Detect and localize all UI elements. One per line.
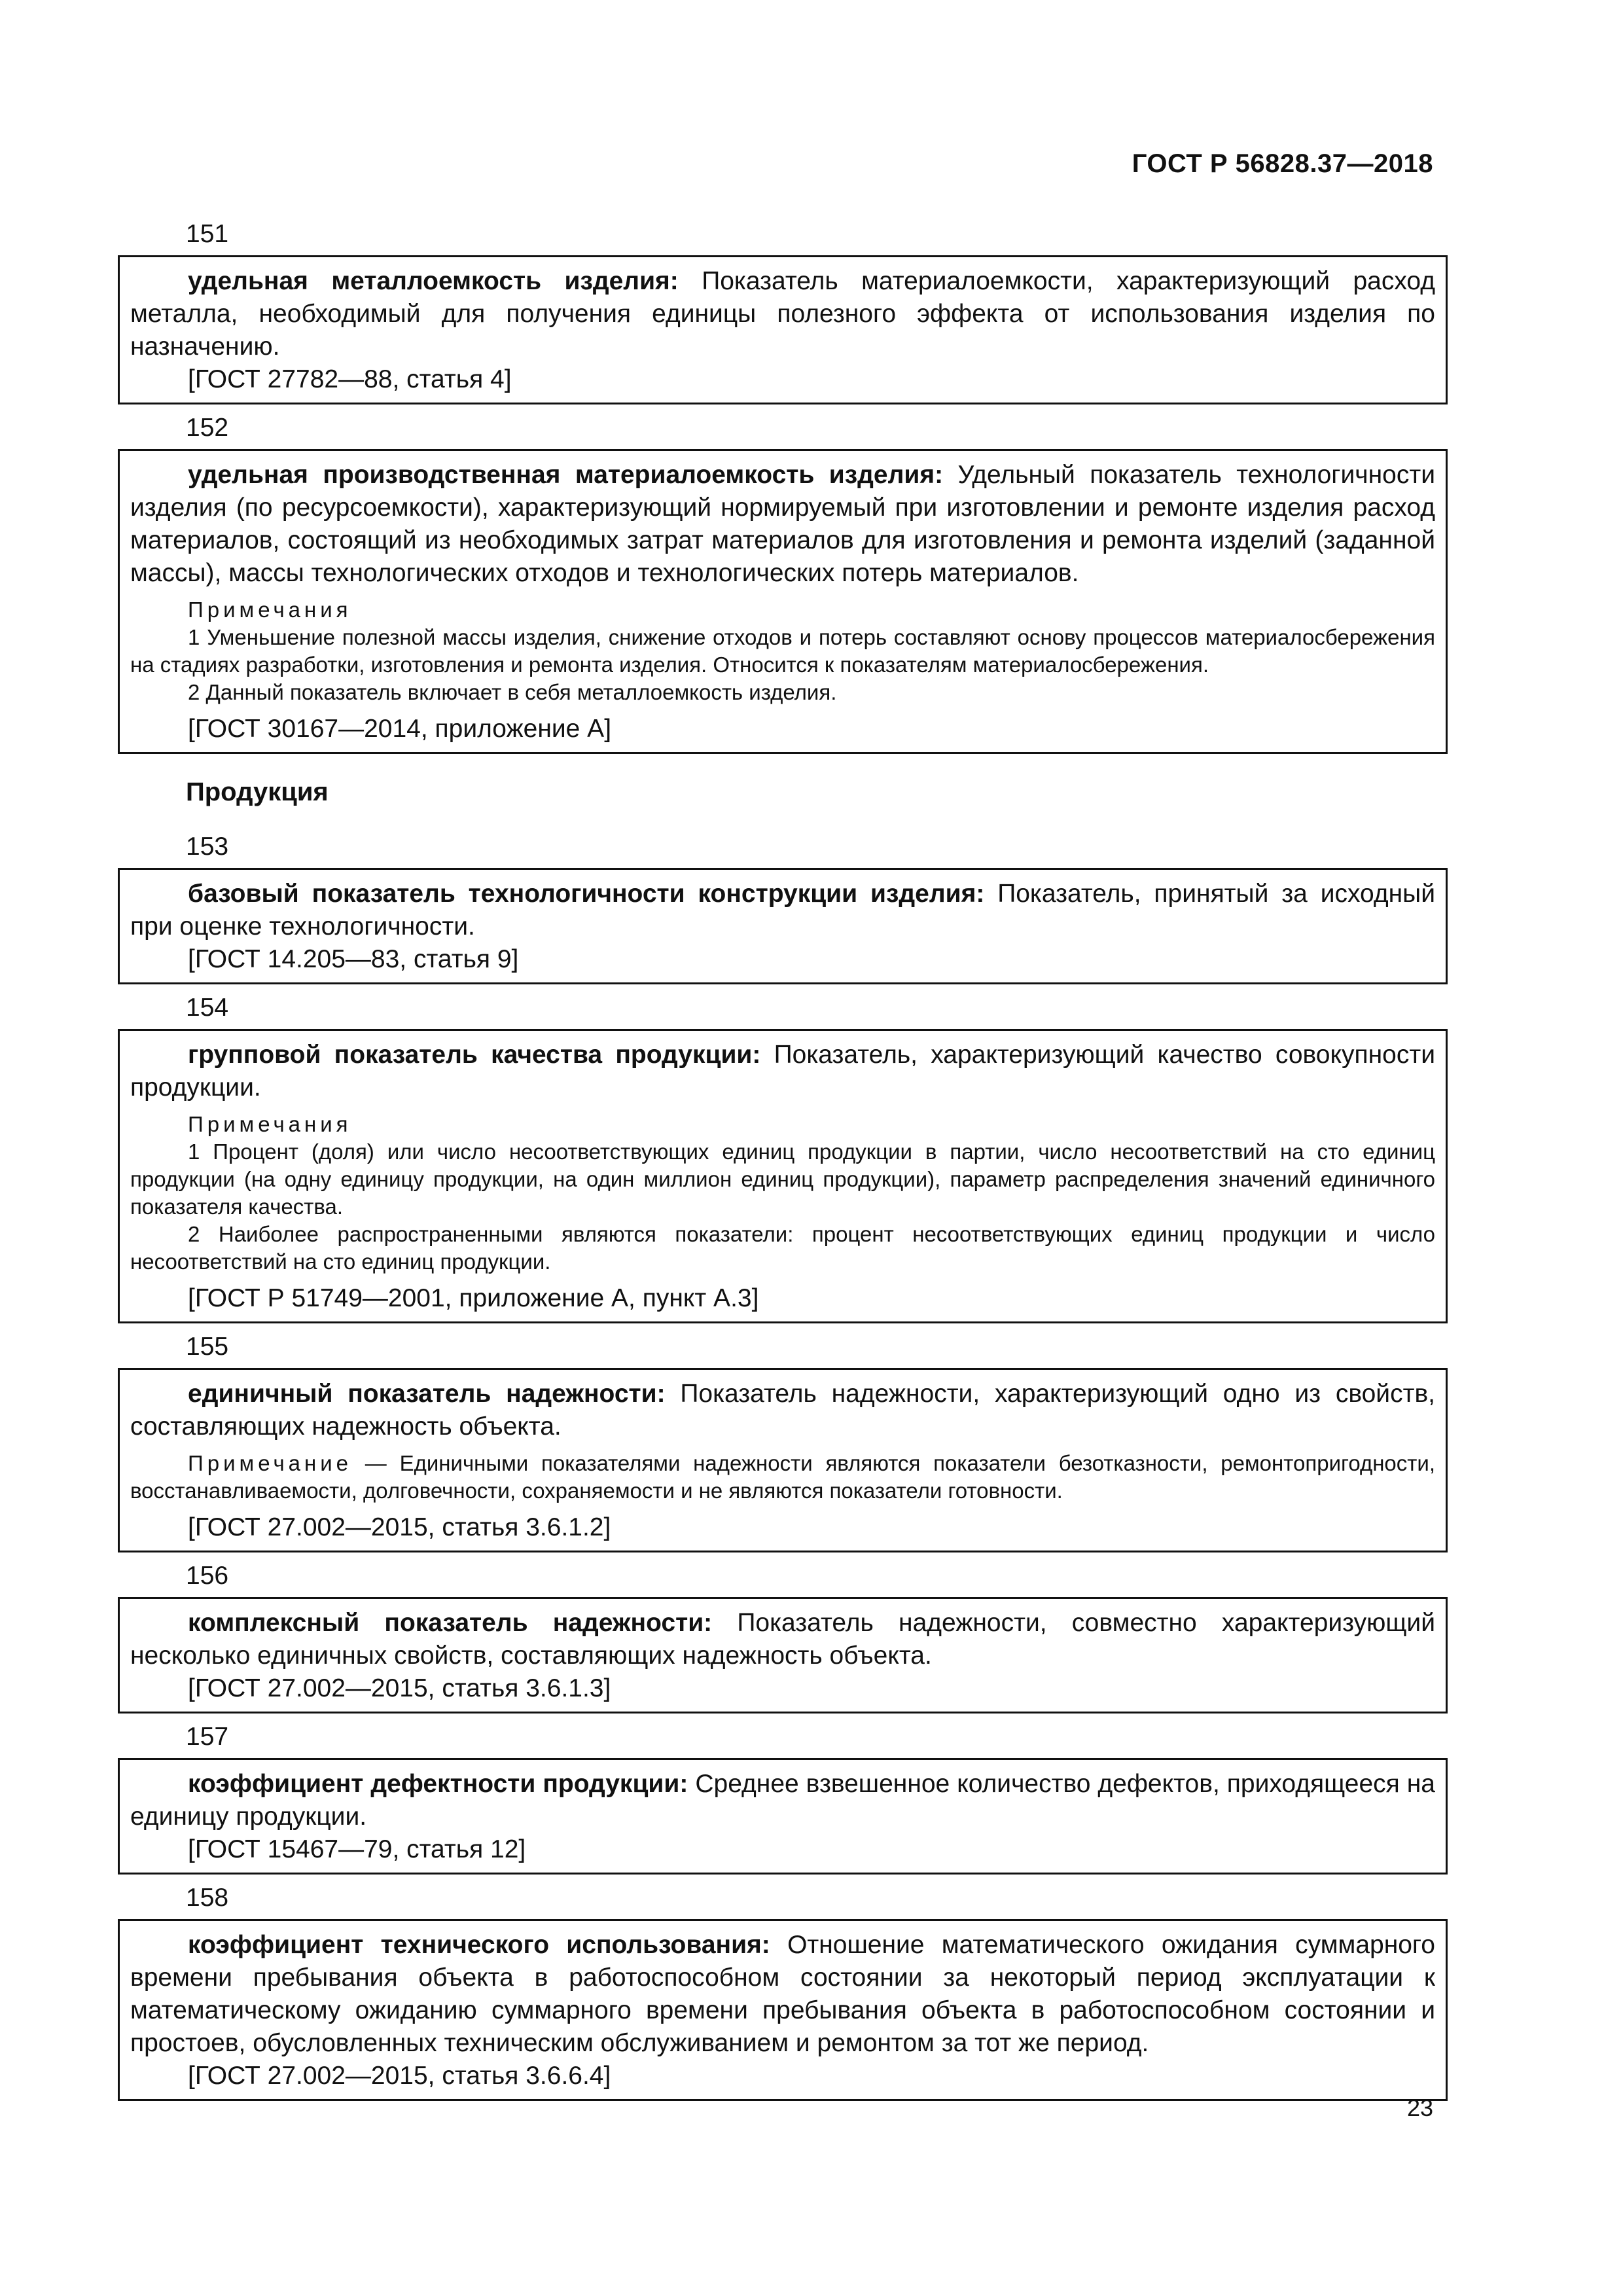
definition-text: Показатель надежности, совместно характеризующий несколько единичных свойств, составляющих надежность объекта. — [130, 1609, 1435, 1670]
note-item: 2 Данный показатель включает в себя металлоемкость изделия. — [188, 680, 837, 704]
terms-content — [118, 216, 1448, 2106]
term-name: единичный показатель надежности: — [188, 1380, 666, 1408]
term-source: [ГОСТ 27782—88, статья 4] — [188, 365, 512, 393]
definition-text: Показатель материалоемкости, характеризующий расход металла, необходимый для получения единицы полезного эффекта от использования изделия по назначению. — [130, 267, 1436, 361]
term-definition — [130, 1929, 1435, 2060]
notes-block — [130, 1450, 1435, 1505]
note-text: — Единичными показателями надежности являются показатели безотказности, ремонтопригодности, восстанавливаемости, долговечности, сохраняемости и не являются показатели готовности. — [130, 1451, 1435, 1503]
notes-block — [130, 1111, 1435, 1276]
term-entry-155 — [118, 1368, 1448, 1552]
entry-number: 154 — [186, 994, 229, 1022]
term-entry-152 — [118, 449, 1448, 754]
term-entry-151 — [118, 255, 1448, 404]
term-definition — [130, 1378, 1435, 1443]
note-item: 1 Уменьшение полезной массы изделия, снижение отходов и потерь составляют основу процессов материалосбережения на стадиях разработки, изготовления и ремонта изделия. Относится к показателям материалосбережения. — [130, 625, 1435, 677]
term-name: коэффициент дефектности продукции: — [188, 1770, 688, 1798]
entry-number: 158 — [186, 1884, 229, 1912]
notes-heading: Примечания — [188, 1112, 352, 1136]
definition-text: Среднее взвешенное количество дефектов, приходящееся на единицу продукции. — [130, 1770, 1435, 1831]
term-definition — [130, 1607, 1435, 1672]
term-source: [ГОСТ 27.002—2015, статья 3.6.1.2] — [188, 1513, 611, 1541]
term-entry-154 — [118, 1029, 1448, 1323]
term-name: групповой показатель качества продукции: — [188, 1041, 761, 1069]
section-title: Продукция — [186, 778, 329, 806]
notes-heading: Примечания — [188, 598, 352, 622]
definition-text: Показатель, принятый за исходный при оценке технологичности. — [130, 880, 1435, 941]
entry-number: 155 — [186, 1333, 229, 1361]
entry-number: 152 — [186, 414, 229, 442]
definition-text: Удельный показатель технологичности изделия (по ресурсоемкости), характеризующий нормируемый при изготовлении и ремонте изделия расход материалов, состоящий из необходимых затрат материалов для изготовления и ремонта изделий (заданной массы), массы технологических отходов и технологических потерь материалов. — [130, 461, 1435, 587]
term-name: коэффициент технического использования: — [188, 1931, 770, 1959]
page-number: 23 — [1406, 2094, 1433, 2121]
entry-number: 157 — [186, 1723, 229, 1751]
term-definition — [130, 265, 1435, 363]
entry-number: 153 — [186, 833, 229, 861]
document-header: ГОСТ Р 56828.37—2018 — [1132, 149, 1433, 178]
term-source: [ГОСТ 15467—79, статья 12] — [188, 1835, 526, 1863]
note-item — [130, 1450, 1435, 1505]
term-entry-158 — [118, 1919, 1448, 2101]
term-source: [ГОСТ Р 51749—2001, приложение А, пункт А.3] — [188, 1284, 759, 1312]
term-source: [ГОСТ 14.205—83, статья 9] — [188, 945, 519, 973]
term-source: [ГОСТ 27.002—2015, статья 3.6.1.3] — [188, 1674, 611, 1702]
term-definition — [130, 459, 1435, 590]
term-entry-157 — [118, 1758, 1448, 1874]
note-item: 1 Процент (доля) или число несоответствующих единиц продукции в партии, число несоответствий на сто единиц продукции (на одну единицу продукции, на один миллион единиц продукции), параметр распределения значений единичного показателя качества. — [130, 1139, 1435, 1219]
definition-text: Отношение математического ожидания суммарного времени пребывания объекта в работоспособном состоянии за некоторый период эксплуатации к математическому ожиданию суммарного времени пребывания объекта в работоспособном состоянии и простоев, обусловленных техническим обслуживанием и ремонтом за тот же период. — [130, 1931, 1435, 2057]
term-definition — [130, 1768, 1435, 1833]
notes-block — [130, 596, 1435, 706]
term-entry-156 — [118, 1597, 1448, 1713]
entry-number: 151 — [186, 220, 229, 248]
term-definition — [130, 878, 1435, 943]
term-name: удельная производственная материалоемкость изделия: — [188, 461, 944, 489]
definition-text: Показатель надежности, характеризующий одно из свойств, составляющих надежность объекта. — [130, 1380, 1435, 1441]
term-name: удельная металлоемкость изделия: — [188, 267, 679, 295]
term-entry-153 — [118, 868, 1448, 984]
term-name: базовый показатель технологичности конструкции изделия: — [188, 880, 985, 908]
definition-text: Показатель, характеризующий качество совокупности продукции. — [130, 1041, 1435, 1102]
note-heading: Примечание — [188, 1451, 353, 1475]
entry-number: 156 — [186, 1562, 229, 1590]
term-source: [ГОСТ 27.002—2015, статья 3.6.6.4] — [188, 2062, 611, 2090]
term-source: [ГОСТ 30167—2014, приложение А] — [188, 715, 612, 743]
term-definition — [130, 1039, 1435, 1104]
note-item: 2 Наиболее распространенными являются показатели: процент несоответствующих единиц продукции и число несоответствий на сто единиц продукции. — [130, 1222, 1435, 1274]
term-name: комплексный показатель надежности: — [188, 1609, 713, 1637]
